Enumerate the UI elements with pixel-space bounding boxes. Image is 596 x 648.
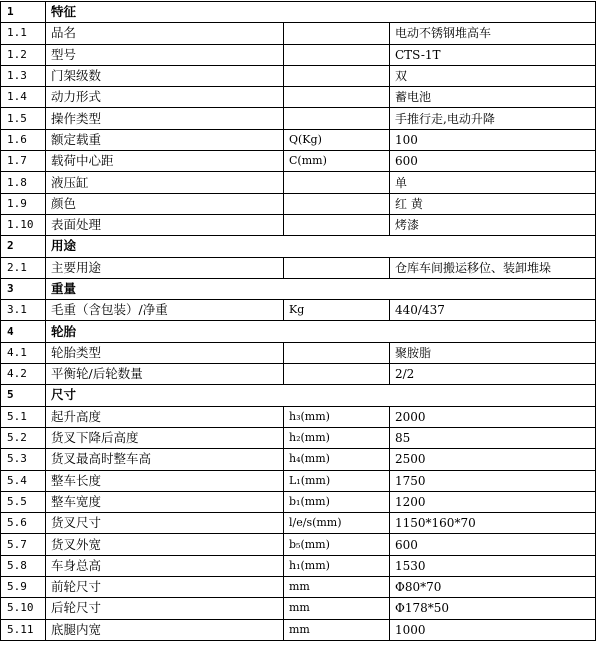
section-header-row: [1, 385, 596, 406]
spec-row: [1, 470, 596, 491]
row-number: 5.7: [1, 534, 46, 555]
row-value: 仓库车间搬运移位、装卸堆垛: [390, 257, 596, 278]
row-value: 1150*160*70: [390, 513, 596, 534]
section-number: 3: [1, 278, 46, 299]
row-value: 600: [390, 151, 596, 172]
section-title: 轮胎: [46, 321, 596, 342]
row-value: 100: [390, 129, 596, 150]
spec-row: [1, 513, 596, 534]
row-label: 轮胎类型: [46, 342, 284, 363]
row-value: 600: [390, 534, 596, 555]
section-title: 用途: [46, 236, 596, 257]
row-label: 起升高度: [46, 406, 284, 427]
row-value: 电动不锈钢堆高车: [390, 23, 596, 44]
row-number: 1.5: [1, 108, 46, 129]
row-label: 货叉外宽: [46, 534, 284, 555]
row-value: 红 黄: [390, 193, 596, 214]
section-number: 2: [1, 236, 46, 257]
row-label: 后轮尺寸: [46, 598, 284, 619]
row-label: 型号: [46, 44, 284, 65]
row-label: 操作类型: [46, 108, 284, 129]
row-number: 5.9: [1, 577, 46, 598]
spec-row: [1, 449, 596, 470]
spec-row: [1, 577, 596, 598]
row-label: 整车宽度: [46, 491, 284, 512]
row-label: 货叉下降后高度: [46, 427, 284, 448]
row-label: 额定载重: [46, 129, 284, 150]
row-number: 1.6: [1, 129, 46, 150]
row-number: 2.1: [1, 257, 46, 278]
spec-row: [1, 129, 596, 150]
row-number: 4.1: [1, 342, 46, 363]
row-unit: [284, 364, 390, 385]
row-value: 1200: [390, 491, 596, 512]
row-number: 1.2: [1, 44, 46, 65]
spec-row: [1, 214, 596, 235]
section-number: 4: [1, 321, 46, 342]
row-label: 载荷中心距: [46, 151, 284, 172]
row-unit: h₁(mm): [284, 555, 390, 576]
row-value: 2000: [390, 406, 596, 427]
spec-row: [1, 427, 596, 448]
row-value: 双: [390, 65, 596, 86]
spec-row: [1, 193, 596, 214]
row-value: 手推行走,电动升降: [390, 108, 596, 129]
row-number: 5.10: [1, 598, 46, 619]
row-label: 颜色: [46, 193, 284, 214]
row-label: 动力形式: [46, 87, 284, 108]
row-unit: [284, 44, 390, 65]
section-header-row: [1, 236, 596, 257]
row-value: 2/2: [390, 364, 596, 385]
row-label: 整车长度: [46, 470, 284, 491]
section-header-row: [1, 2, 596, 23]
row-number: 1.9: [1, 193, 46, 214]
spec-row: [1, 65, 596, 86]
row-label: 车身总高: [46, 555, 284, 576]
row-unit: [284, 342, 390, 363]
row-unit: l/e/s(mm): [284, 513, 390, 534]
row-label: 底腿内宽: [46, 619, 284, 640]
spec-table: [0, 1, 596, 641]
row-number: 1.8: [1, 172, 46, 193]
row-unit: h₂(mm): [284, 427, 390, 448]
spec-row: [1, 151, 596, 172]
spec-row: [1, 619, 596, 640]
row-unit: h₃(mm): [284, 406, 390, 427]
row-value: 蓄电池: [390, 87, 596, 108]
row-value: 烤漆: [390, 214, 596, 235]
row-number: 5.3: [1, 449, 46, 470]
row-label: 品名: [46, 23, 284, 44]
spec-row: [1, 44, 596, 65]
section-title: 特征: [46, 2, 596, 23]
row-value: 聚胺脂: [390, 342, 596, 363]
row-label: 表面处理: [46, 214, 284, 235]
row-unit: b₁(mm): [284, 491, 390, 512]
row-number: 1.3: [1, 65, 46, 86]
section-title: 重量: [46, 278, 596, 299]
row-unit: L₁(mm): [284, 470, 390, 491]
row-unit: [284, 172, 390, 193]
section-header-row: [1, 321, 596, 342]
row-label: 门架级数: [46, 65, 284, 86]
row-unit: b₅(mm): [284, 534, 390, 555]
row-unit: [284, 257, 390, 278]
spec-row: [1, 555, 596, 576]
spec-table-body: [1, 2, 596, 641]
section-title: 尺寸: [46, 385, 596, 406]
row-value: 1000: [390, 619, 596, 640]
row-number: 5.6: [1, 513, 46, 534]
row-number: 4.2: [1, 364, 46, 385]
row-unit: [284, 87, 390, 108]
spec-row: [1, 172, 596, 193]
row-label: 主要用途: [46, 257, 284, 278]
row-unit: [284, 23, 390, 44]
row-value: CTS-1T: [390, 44, 596, 65]
spec-row: [1, 300, 596, 321]
row-unit: Q(Kg): [284, 129, 390, 150]
row-value: 2500: [390, 449, 596, 470]
row-unit: mm: [284, 577, 390, 598]
row-value: Φ178*50: [390, 598, 596, 619]
spec-row: [1, 598, 596, 619]
row-value: 440/437: [390, 300, 596, 321]
spec-row: [1, 87, 596, 108]
row-number: 5.1: [1, 406, 46, 427]
spec-row: [1, 491, 596, 512]
row-number: 3.1: [1, 300, 46, 321]
row-value: 单: [390, 172, 596, 193]
row-unit: Kg: [284, 300, 390, 321]
row-number: 1.4: [1, 87, 46, 108]
row-unit: [284, 108, 390, 129]
row-number: 5.5: [1, 491, 46, 512]
row-unit: [284, 214, 390, 235]
spec-row: [1, 406, 596, 427]
spec-row: [1, 23, 596, 44]
row-number: 5.2: [1, 427, 46, 448]
row-label: 前轮尺寸: [46, 577, 284, 598]
row-number: 5.4: [1, 470, 46, 491]
row-value: 85: [390, 427, 596, 448]
spec-row: [1, 364, 596, 385]
row-value: 1530: [390, 555, 596, 576]
row-label: 货叉最高时整车高: [46, 449, 284, 470]
spec-row: [1, 257, 596, 278]
spec-row: [1, 342, 596, 363]
row-unit: mm: [284, 619, 390, 640]
row-number: 5.11: [1, 619, 46, 640]
row-label: 货叉尺寸: [46, 513, 284, 534]
row-number: 5.8: [1, 555, 46, 576]
row-value: 1750: [390, 470, 596, 491]
row-label: 毛重（含包装）/净重: [46, 300, 284, 321]
row-unit: h₄(mm): [284, 449, 390, 470]
row-value: Φ80*70: [390, 577, 596, 598]
row-unit: C(mm): [284, 151, 390, 172]
spec-row: [1, 108, 596, 129]
spec-row: [1, 534, 596, 555]
row-label: 平衡轮/后轮数量: [46, 364, 284, 385]
row-number: 1.10: [1, 214, 46, 235]
row-number: 1.7: [1, 151, 46, 172]
row-unit: mm: [284, 598, 390, 619]
row-unit: [284, 193, 390, 214]
section-number: 5: [1, 385, 46, 406]
row-label: 液压缸: [46, 172, 284, 193]
row-unit: [284, 65, 390, 86]
section-header-row: [1, 278, 596, 299]
section-number: 1: [1, 2, 46, 23]
row-number: 1.1: [1, 23, 46, 44]
